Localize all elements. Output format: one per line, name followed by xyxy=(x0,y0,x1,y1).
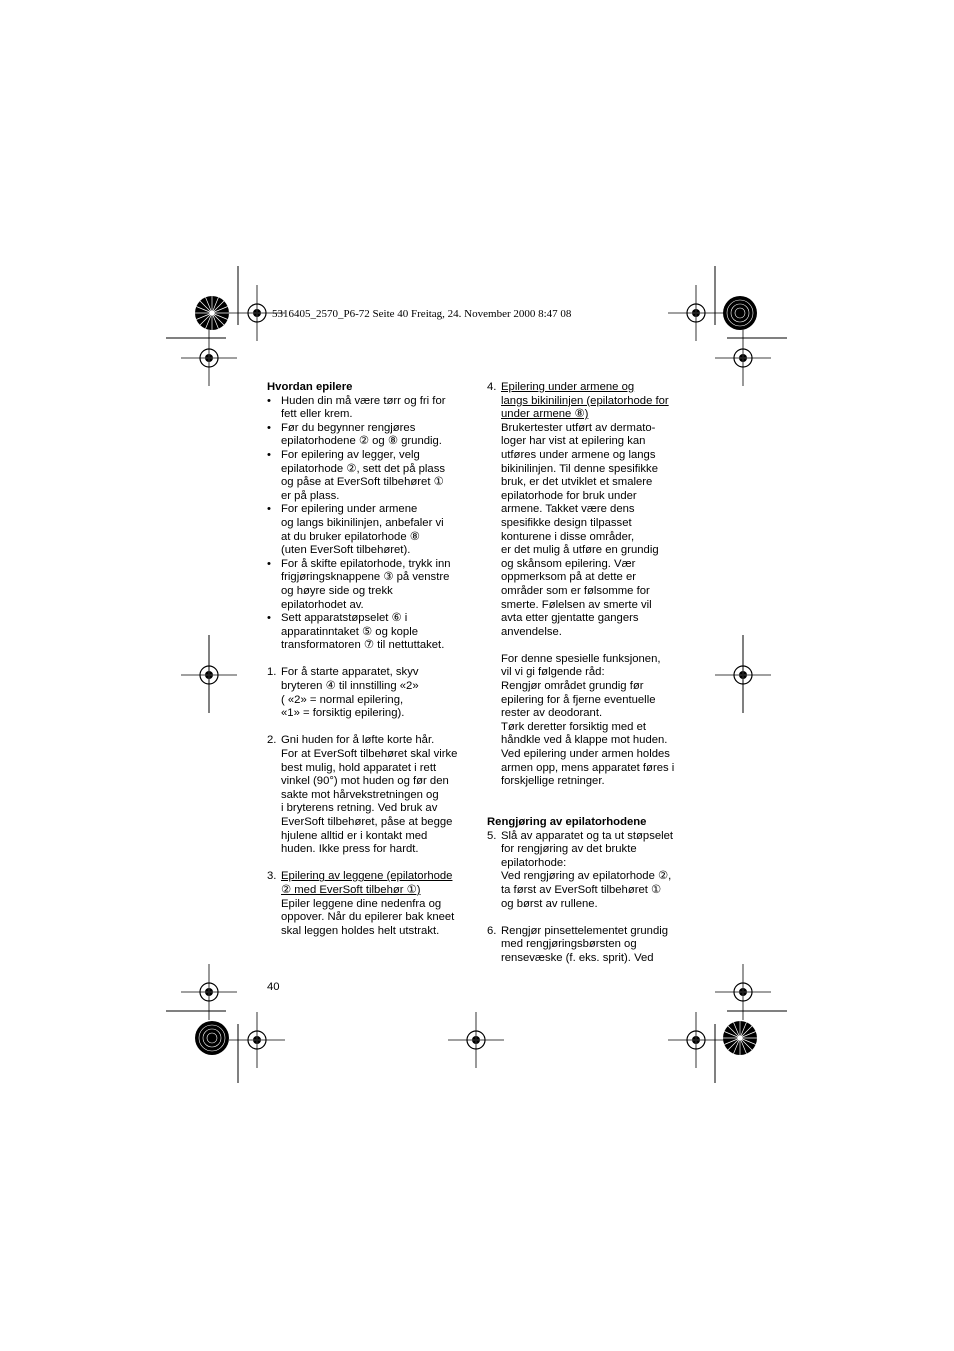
print-header: 5316405_2570_P6-72 Seite 40 Freitag, 24. November 2000 8:47 08 xyxy=(272,308,572,320)
step-3: 3. Epilering av leggene (epilatorhode ② med EverSoft tilbehør ①) Epiler leggene dine nedenfra og oppover. Når du epilerer bak kneet skal leggen holdes helt utstrakt. xyxy=(267,870,472,938)
section-heading-cleaning: Rengjøring av epilatorhodene xyxy=(487,816,647,828)
left-column xyxy=(267,381,472,938)
step-4: 4. Epilering under armene og langs bikinilinjen (epilatorhode for under armene ⑧) Brukertester utført av dermato- loger har vist at epilering kan utføres under armene og langs bikinilinjen. Til denne spesifikke bruk, er det utviklet et smalere epilatorhode for bruk under armene. Takket være dens spesifikke design tilpasset konturene i disse områder, er det mulig å utføre en grundig og skånsom epilering. Vær oppmerksom på at dette er områder som er følsomme for smerte. Følelsen av smerte vil avta etter gjentatte gangers anvendelse. For denne spesielle funksjonen, vil vi gi følgende råd: Rengjør området grundig før epilering for å fjerne eventuelle rester av deodorant. Tørk deretter forsiktig med et håndkle ved å klappe mot huden. Ved epilering under armen holdes armen opp, mens apparatet føres i forskjellige retninger. xyxy=(487,381,692,789)
step-3-title: Epilering av leggene (epilatorhode xyxy=(281,870,453,883)
right-column xyxy=(487,381,692,966)
bullet-item: • Før du begynner rengjøres epilatorhodene ② og ⑧ grundig. xyxy=(267,421,442,448)
step-4-title: Epilering under armene og xyxy=(501,381,635,393)
bullet-item: • For epilering av legger, velg epilatorhode ②, sett det på plass og påse at EverSoft tilbehøret ① er på plass. xyxy=(267,448,445,502)
bullet-item: • Huden din må være tørr og fri for fett eller krem. xyxy=(267,394,446,421)
bullet-item: • For epilering under armene og langs bikinilinjen, anbefaler vi at du bruker epilatorhode ⑧ (uten EverSoft tilbehøret). xyxy=(267,503,444,557)
page-number: 40 xyxy=(267,981,280,993)
step-6: 6. Rengjør pinsettelementet grundig med rengjøringsbørsten og rensevæske (f. eks. sprit). Ved xyxy=(487,924,669,964)
bullet-item: • Sett apparatstøpselet ⑥ i apparatinntaket ⑤ og kople transformatoren ⑦ til nettuttaket. xyxy=(267,612,445,652)
section-heading: Hvordan epilere xyxy=(267,381,353,393)
step-1: 1. For å starte apparatet, skyv bryteren ④ til innstilling «2» ( «2» = normal epilering, «1» = forsiktig epilering). xyxy=(267,666,419,720)
bullet-item: • For å skifte epilatorhode, trykk inn frigjøringsknappene ③ på venstre og høyre side og trekk epilatorhodet av. xyxy=(267,557,451,611)
step-5: 5. Slå av apparatet og ta ut støpselet for rengjøring av det brukte epilatorhode: Ved rengjøring av epilatorhode ②, ta først av EverSoft tilbehøret ① og børst av rullene. xyxy=(487,829,674,910)
step-2: 2. Gni huden for å løfte korte hår. For at EverSoft tilbehøret skal virke best mulig, hold apparatet i rett vinkel (90°) mot huden og før den sakte mot hårvekstretningen og i bryterens retning. Ved bruk av EverSoft tilbehøret, påse at begge hjulene alltid er i kontakt med huden. Ikke press for hardt. xyxy=(267,734,458,856)
